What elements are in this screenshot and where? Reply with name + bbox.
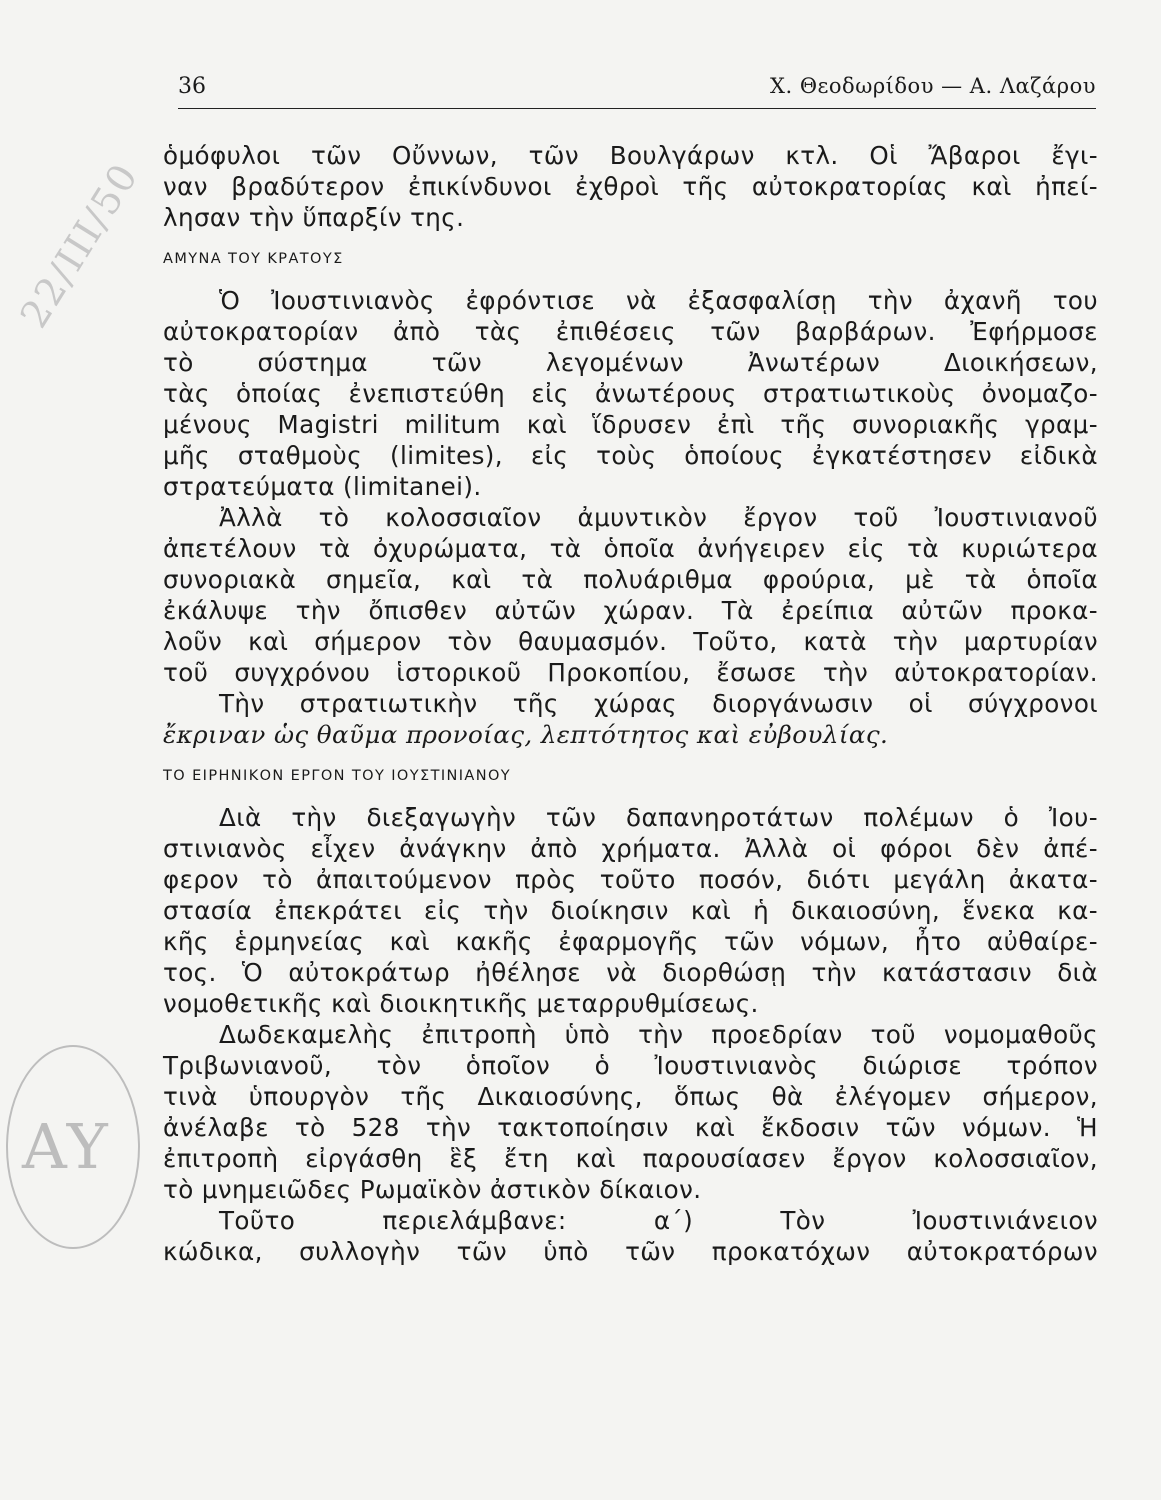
page-header [178, 72, 1096, 109]
circled-margin-mark-text: ΑΥ [22, 1110, 108, 1183]
text-line: Τριβωνιανοῦ, τὸν ὁποῖον ὁ Ἰουστινιανὸς διώρισε τρόπον [163, 1051, 1098, 1080]
text-line: αὐτοκρατορίαν ἀπὸ τὰς ἐπιθέσεις τῶν βαρβάρων. Ἐφήρμοσε [163, 317, 1098, 346]
text-line: τὰς ὁποίας ἐνεπιστεύθη εἰς ἀνωτέρους στρατιωτικοὺς ὀνομαζο- [163, 379, 1098, 408]
handwritten-date-stamp: 22/III/50 [11, 154, 148, 336]
text-line: λοῦν καὶ σήμερον τὸν θαυμασμόν. Τοῦτο, κατὰ τὴν μαρτυρίαν [163, 627, 1098, 656]
section-heading-defense: ΑΜΥΝΑ ΤΟΥ ΚΡΑΤΟΥΣ [163, 251, 344, 267]
text-line: τὸ σύστημα τῶν λεγομένων Ἀνωτέρων Διοικήσεων, [163, 348, 1098, 377]
text-line: ἐπιτροπὴ εἰργάσθη ἓξ ἔτη καὶ παρουσίασεν ἔργον κολοσσιαῖον, [163, 1144, 1098, 1173]
text-line: τὸ μνημειῶδες Ρωμαϊκὸν ἀστικὸν δίκαιον. [163, 1175, 702, 1204]
text-line: ἀπετέλουν τὰ ὀχυρώματα, τὰ ὁποῖα ἀνήγειρεν εἰς τὰ κυριώτερα [163, 534, 1098, 563]
text-line: ἐκάλυψε τὴν ὄπισθεν αὐτῶν χώραν. Τὰ ἐρείπια αὐτῶν προκα- [163, 596, 1098, 625]
running-head: Χ. Θεοδωρίδου — Α. Λαζάρου [770, 74, 1096, 98]
paragraph-3 [163, 502, 1098, 688]
paragraph-2 [163, 285, 1098, 502]
section-heading-peace-work: ΤΟ ΕΙΡΗΝΙΚΟΝ ΕΡΓΟΝ ΤΟΥ ΙΟΥΣΤΙΝΙΑΝΟΥ [163, 768, 512, 784]
text-line: στρατεύματα (limitanei). [163, 472, 482, 501]
text-line: κῆς ἑρμηνείας καὶ κακῆς ἐφαρμογῆς τῶν νόμων, ἦτο αὐθαίρε- [163, 927, 1098, 956]
text-line: Ἀλλὰ τὸ κολοσσιαῖον ἀμυντικὸν ἔργον τοῦ Ἰουστινιανοῦ [219, 503, 1098, 532]
text-line: μένους Magistri militum καὶ ἵδρυσεν ἐπὶ τῆς συνοριακῆς γραμ- [163, 410, 1098, 439]
text-line: Δωδεκαμελὴς ἐπιτροπὴ ὑπὸ τὴν προεδρίαν τοῦ νομομαθοῦς [219, 1020, 1098, 1049]
text-line: Τὴν στρατιωτικὴν τῆς χώρας διοργάνωσιν οἱ σύγχρονοι [219, 689, 1098, 718]
text-line: φερον τὸ ἀπαιτούμενον πρὸς τοῦτο ποσόν, διότι μεγάλη ἀκατα- [163, 865, 1098, 894]
page-body [163, 140, 1098, 1267]
text-line: Ὁ Ἰουστινιανὸς ἐφρόντισε νὰ ἐξασφαλίσῃ τὴν ἀχανῆ του [219, 286, 1098, 315]
text-line: συνοριακὰ σημεῖα, καὶ τὰ πολυάριθμα φρούρια, μὲ τὰ ὁποῖα [163, 565, 1098, 594]
paragraph-4 [163, 688, 1098, 750]
text-line: ἔκριναν ὡς θαῦμα προνοίας, λεπτότητος καὶ εὐβουλίας. [163, 720, 889, 749]
text-line: ἀνέλαβε τὸ 528 τὴν τακτοποίησιν καὶ ἔκδοσιν τῶν νόμων. Ἡ [163, 1113, 1098, 1142]
text-line: Διὰ τὴν διεξαγωγὴν τῶν δαπανηροτάτων πολέμων ὁ Ἰου- [219, 803, 1098, 832]
text-line: στινιανὸς εἶχεν ἀνάγκην ἀπὸ χρήματα. Ἀλλὰ οἱ φόροι δὲν ἀπέ- [163, 834, 1098, 863]
paragraph-6 [163, 1019, 1098, 1205]
text-line: τοῦ συγχρόνου ἱστορικοῦ Προκοπίου, ἔσωσε τὴν αὐτοκρατορίαν. [163, 658, 1098, 687]
paragraph-5 [163, 802, 1098, 1019]
text-line: τινὰ ὑπουργὸν τῆς Δικαιοσύνης, ὅπως θὰ ἐλέγομεν σήμερον, [163, 1082, 1098, 1111]
paragraph-7 [163, 1205, 1098, 1267]
text-line: μῆς σταθμοὺς (limites), εἰς τοὺς ὁποίους ἐγκατέστησεν εἰδικὰ [163, 441, 1098, 470]
text-line: κώδικα, συλλογὴν τῶν ὑπὸ τῶν προκατόχων αὐτοκρατόρων [163, 1237, 1098, 1266]
text-line: νομοθετικῆς καὶ διοικητικῆς μεταρρυθμίσεως. [163, 989, 759, 1018]
paragraph-1 [163, 140, 1098, 233]
text-line: τος. Ὁ αὐτοκράτωρ ἠθέλησε νὰ διορθώσῃ τὴν κατάστασιν διὰ [163, 958, 1098, 987]
text-line: λησαν τὴν ὕπαρξίν της. [163, 203, 465, 232]
page-number: 36 [178, 74, 206, 99]
text-line: ναν βραδύτερον ἐπικίνδυνοι ἐχθροὶ τῆς αὐτοκρατορίας καὶ ἠπεί- [163, 172, 1098, 201]
text-line: Τοῦτο περιελάμβανε: α΄) Τὸν Ἰουστινιάνειον [219, 1206, 1098, 1235]
text-line: ὁμόφυλοι τῶν Οὔννων, τῶν Βουλγάρων κτλ. Οἱ Ἄβαροι ἔγι- [163, 141, 1098, 170]
text-line: στασία ἐπεκράτει εἰς τὴν διοίκησιν καὶ ἡ δικαιοσύνη, ἕνεκα κα- [163, 896, 1098, 925]
